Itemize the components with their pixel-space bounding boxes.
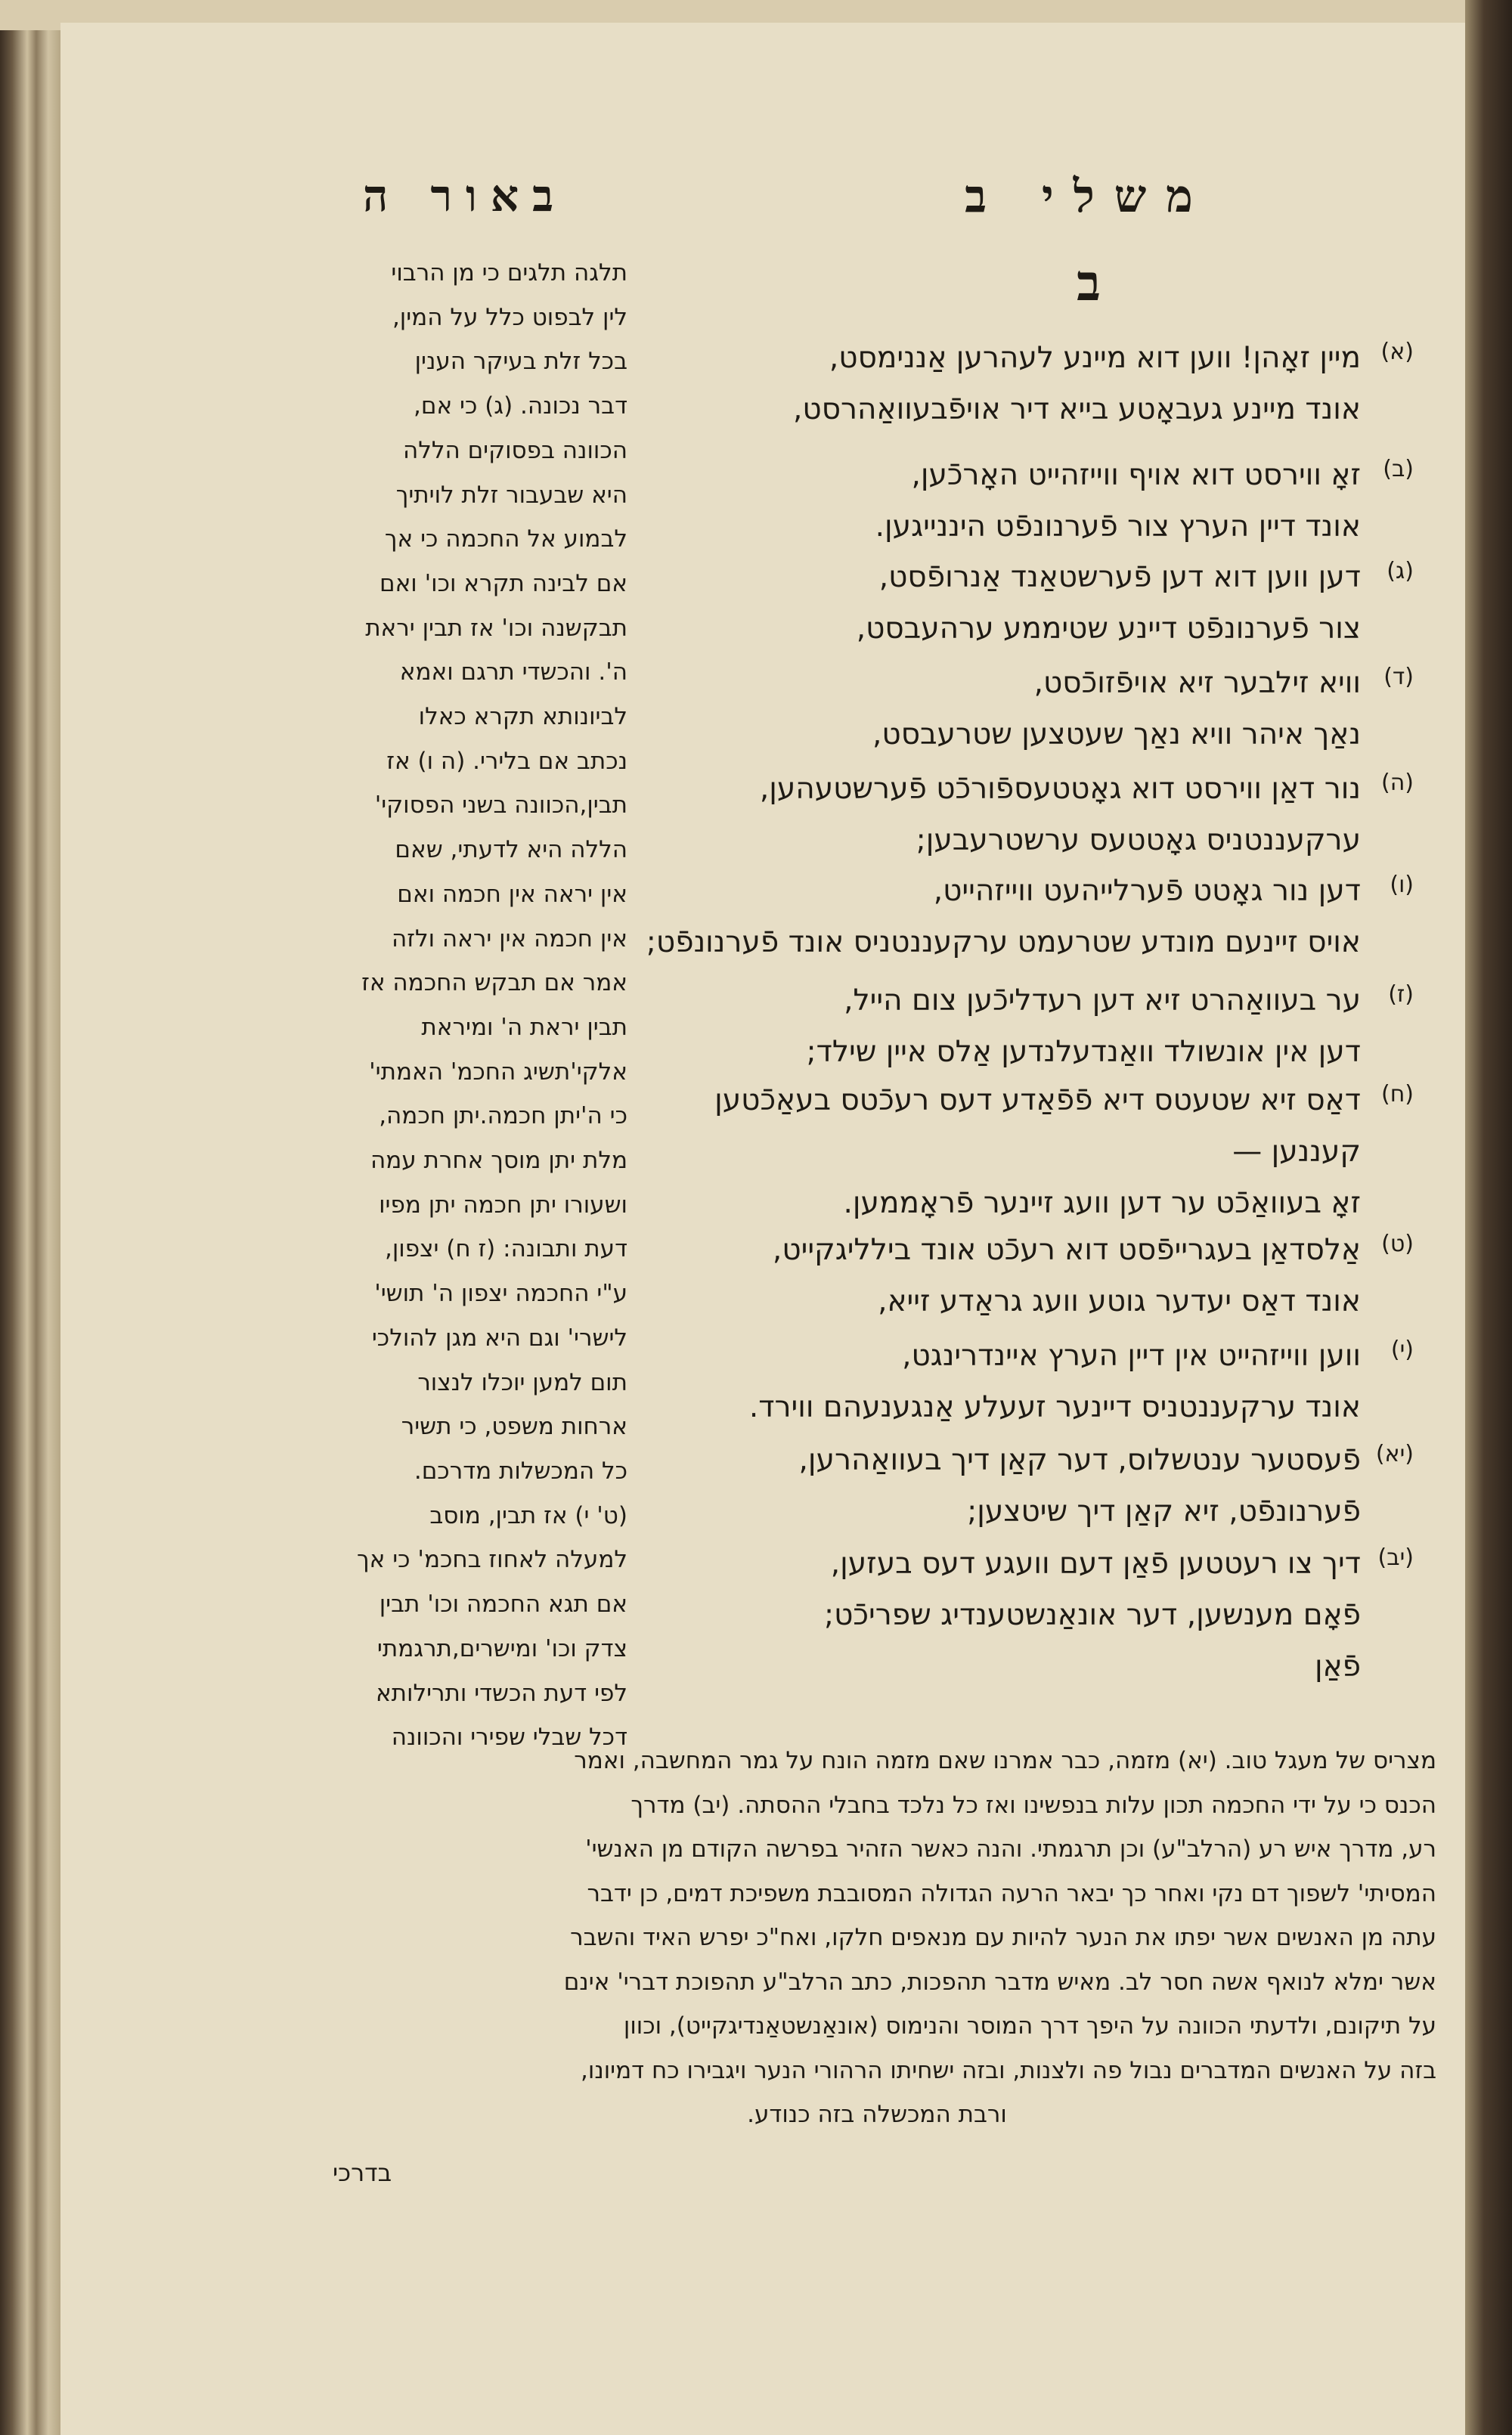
verse-line: זאָ ווירסט דוא אויף ווייזהייט האָרכֿען,: [911, 458, 1361, 492]
commentary-line: אמר אם תבקש החכמה אז: [361, 969, 627, 997]
commentary-title: באור ה: [362, 170, 568, 222]
commentary-line: (ט' י) אז תבין, מוסב: [429, 1501, 627, 1529]
commentary-line: ה'. והכשדי תרגם ואמא: [399, 658, 627, 686]
commentary-line: ע"י החכמה יצפון ה' תושי': [374, 1280, 627, 1308]
commentary-line: דכל שבלי שפירי והכוונה: [391, 1724, 627, 1752]
verse: [646, 866, 1414, 968]
footnote-line: בזה על האנשים המדברים נבול פה ולצנות, ובזה ישחיתו הרהורי הנער ויגבירו כח דמיונו,: [581, 2056, 1436, 2084]
verse-line: אַלסדאַן בעגרייפֿסט דוא רעכֿט אונד בילליגקייט,: [772, 1233, 1361, 1267]
commentary-line: אין יראה אין חכמה ואם: [397, 880, 627, 908]
commentary-line: אלקי'תשיג החכמ' האמתי': [369, 1058, 627, 1086]
commentary-line: צדק וכו' ומישרים,תרגמתי: [376, 1634, 627, 1662]
footnote-line: על תיקונם, ולדעתי הכוונה על היפך דרך המוסר והנימוס (אונאַנשטאַנדיגקייט), וכוון: [623, 2012, 1436, 2040]
footnote-line: הכנס כי על ידי החכמה תכון עלות בנפשינו ואז כל נלכד בחבלי ההסתה. (יב) מדרך: [631, 1791, 1436, 1819]
commentary-line: לביונותא תקרא כאלו: [418, 703, 627, 731]
verse-line: אויס זיינעם מונדע שטרעמט ערקעננטניס אונד פֿערנונפֿט;: [646, 925, 1361, 959]
commentary-line: ושעורו יתן חכמה יתן מפיו: [379, 1191, 627, 1219]
verse-line: אונד מיינע געבאָטע בייא דיר אויפֿבעוואַהרסט,: [793, 392, 1361, 426]
footnote-line: עתה מן האנשים אשר יפתו את הנער להיות עם מנאפים חלקו, ואח"כ יפרש האיד והשבר: [570, 1924, 1436, 1951]
verse: [658, 450, 1414, 553]
verse-line: ווען ווייזהייט אין דיין הערץ איינדרינגט,: [902, 1339, 1361, 1373]
verse-line: אונד דיין הערץ צור פֿערנונפֿט היננייגען.: [875, 510, 1361, 544]
commentary-line: לפי דעת הכשדי ותרילותא: [375, 1679, 627, 1707]
verse-number: (יא): [1375, 1441, 1414, 1467]
verse-line: דען ווען דוא דען פֿערשטאַנד אַנרופֿסט,: [878, 560, 1361, 594]
footnote-line: ורבת המכשלה בזה כנודע.: [747, 2101, 1007, 2128]
verse-number: (ה): [1380, 770, 1414, 796]
verse: [658, 1331, 1414, 1433]
verse-line: אונד דאַס יעדער גוטע וועג גראַדע זייא,: [878, 1284, 1361, 1318]
commentary-line: הללה היא לדעתי, שאם: [395, 836, 627, 864]
verse-number: (י): [1390, 1337, 1414, 1363]
verse: [658, 1435, 1414, 1538]
verse-line: פֿאַן: [1314, 1650, 1361, 1684]
verse: [658, 552, 1414, 655]
verse: [658, 658, 1414, 761]
commentary-line: כל המכשלות מדרכם.: [414, 1457, 627, 1485]
verse-line: ערקעננטניס גאָטטעס ערשטרעבען;: [916, 823, 1361, 857]
commentary-line: לישרי' וגם היא מגן להולכי: [371, 1324, 627, 1352]
verse-number: (א): [1380, 339, 1414, 365]
verse-line: דאַס זיא שטעטס דיא פֿפֿאַדע דעס רעכֿטס בעאַכֿטען: [714, 1083, 1361, 1117]
verse: [658, 975, 1414, 1078]
commentary-line: כי ה'יתן חכמה.יתן חכמה,: [379, 1102, 627, 1130]
verse-line: אונד ערקעננטניס דיינער זעעלע אַנגענעהם ווירד.: [748, 1390, 1361, 1424]
commentary-line: נכתב אם בלירי. (ה ו) אז: [386, 747, 627, 775]
verse-line: מיין זאָהן! ווען דוא מיינע לעהרען אַננימסט,: [829, 341, 1361, 375]
commentary-line: מלת יתן מוסך אחרת עמה: [370, 1147, 627, 1175]
verse-line: צור פֿערנונפֿט דיינע שטיממע ערהעבסט,: [856, 612, 1361, 646]
verse-line: דיך צו רעטטען פֿאַן דעם וועגע דעס בעזען,: [830, 1547, 1361, 1581]
verse-line: פֿערנונפֿט, זיא קאַן דיך שיטצען;: [967, 1495, 1361, 1529]
verse-number: (ג): [1387, 558, 1414, 584]
verse-number: (יב): [1377, 1544, 1414, 1571]
commentary-line: ארחות משפט, כי תשיר: [401, 1413, 627, 1441]
verse-line: וויא זילבער זיא אויפֿזוכֿסט,: [1033, 666, 1361, 700]
verse-line: ער בעוואַהרט זיא דען רעדליכֿען צום הייל,: [844, 984, 1361, 1018]
verse-number: (ו): [1390, 872, 1414, 898]
commentary-line: הכוונה בפסוקים הללה: [403, 436, 627, 464]
verse-line: פֿעסטער ענטשלוס, דער קאַן דיך בעוואַהרען,: [798, 1443, 1361, 1477]
commentary-line: אם לבינה תקרא וכו' ואם: [380, 569, 627, 597]
verse-number: (ד): [1383, 664, 1414, 690]
book-binding: [1465, 0, 1512, 2435]
verse-line: נור דאַן ווירסט דוא גאָטטעספֿורכֿט פֿערשטעהען,: [759, 772, 1361, 806]
verse-line: זאָ בעוואַכֿט ער דען וועג זיינער פֿראָממען.: [843, 1186, 1361, 1220]
verse-line: דען נור גאָטט פֿערלייהעט ווייזהייט,: [933, 874, 1361, 908]
footnote-commentary: [318, 1739, 1436, 2137]
verse-line: קעננען —: [1232, 1135, 1361, 1169]
verse: [658, 1225, 1414, 1327]
commentary-line: היא שבעבור זלת לויתיך: [395, 481, 627, 509]
verse-number: (ז): [1388, 981, 1414, 1008]
verse: [658, 333, 1414, 435]
verse-number: (ח): [1380, 1081, 1414, 1108]
verse: [658, 1538, 1414, 1693]
verse-line: דען אין אונשולד וואַנדעלנדען אַלס איין שילד;: [806, 1035, 1361, 1069]
commentary-line: תבין,הכוונה בשני הפסוקי': [374, 792, 627, 819]
book-page-edges: [0, 30, 60, 2435]
commentary-line: אין חכמה אין יראה ולזה: [391, 925, 627, 953]
footnote-line: המסיתי' לשפוך דם נקי ואחר כך יבאר הרעה הגדולה המסובבת משפיכת דמים, כן ידבר: [587, 1879, 1436, 1907]
commentary-column: [302, 251, 627, 1760]
footnote-line: רע, מדרך איש רע (הרלב"ע) וכן תרגמתי. והנה כאשר הזהיר בפרשה הקודם מן האנשי': [585, 1836, 1436, 1863]
chapter-heading: ב: [1077, 253, 1101, 312]
verse: [658, 764, 1414, 866]
commentary-line: בכל זלת בעיקר הענין: [414, 348, 627, 376]
commentary-line: תבין יראת ה' ומיראת: [421, 1013, 627, 1041]
commentary-line: תום למען יוכלו לנצור: [417, 1368, 627, 1396]
commentary-line: תבקשנה וכו' אז תבין יראת: [365, 614, 627, 642]
commentary-line: לבמוע אל החכמה כי אך: [384, 525, 627, 553]
commentary-line: תלגה תלגים כי מן הרבוי: [391, 259, 627, 287]
catchword: בדרכי: [333, 2158, 392, 2187]
commentary-line: למעלה לאחוז בחכמ' כי אך: [357, 1546, 627, 1574]
commentary-line: דבר נכונה. (ג) כי אם,: [414, 392, 627, 420]
verse-line: פֿאָם מענשען, דער אונאַנשטענדיג שפריכֿט;: [824, 1598, 1361, 1632]
footnote-line: מצריס של מעגל טוב. (יא) מזמה, כבר אמרנו שאם מזמה הונח על גמר המחשבה, ואמר: [574, 1747, 1436, 1774]
verse-number: (ט): [1381, 1231, 1414, 1257]
commentary-line: דעת ותבונה: (ז ח) יצפון,: [384, 1235, 627, 1263]
commentary-line: אם תגא החכמה וכו' תבין: [379, 1591, 627, 1619]
verse-number: (ב): [1383, 456, 1414, 482]
footnote-line: אשר ימלא לנואף אשה חסר לב. מאיש מדבר תהפכות, כתב הרלב"ע תהפוכת דברי' אינם: [563, 1968, 1436, 1996]
commentary-line: לין לבפוט כלל על המין,: [392, 303, 627, 331]
verse-line: נאַך איהר וויא נאַך שעטצען שטרעבסט,: [872, 717, 1361, 751]
page-title: משלי ב: [965, 170, 1213, 223]
verse: [658, 1075, 1414, 1229]
